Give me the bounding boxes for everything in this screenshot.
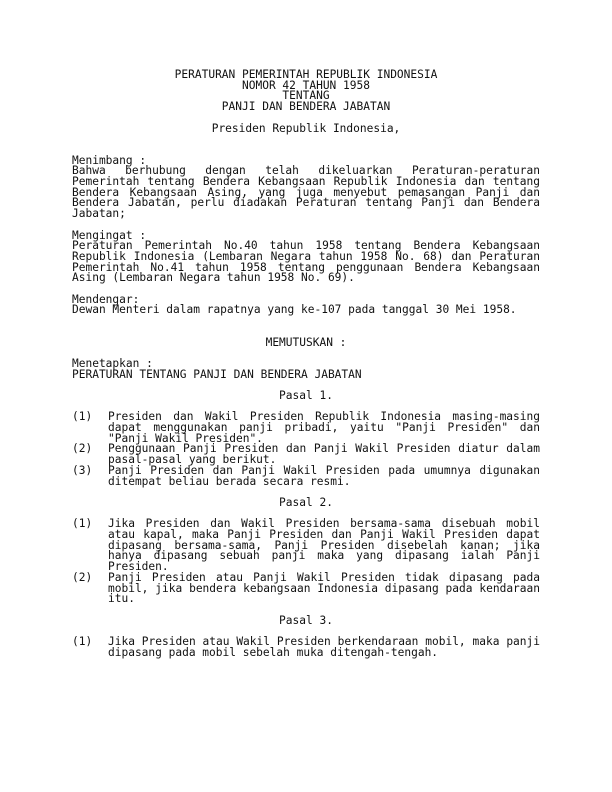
- menimbang-text: Bahwa berhubung dengan telah dikeluarkan Peraturan-peraturan Pemerintah tentang Bendera Kebangsaan Republik Indonesia dan tentang Bendera Kebangsaan Asing, yang juga menyebut pemasangan Panji dan Bendera Jabatan, perlu diadakan Peraturan tentang Panji dan Bendera Jabatan;: [72, 164, 540, 221]
- item-number: (1): [72, 517, 93, 531]
- menimbang-label: Menimbang :: [72, 153, 147, 167]
- pasal-1-item-3: [72, 463, 540, 488]
- pasal-1-item-2: [72, 444, 540, 465]
- issuer: Presiden Republik Indonesia,: [211, 121, 401, 135]
- menetapkan-label: Menetapkan :: [72, 356, 153, 370]
- title-line-1: PERATURAN PEMERINTAH REPUBLIK INDONESIA: [174, 68, 438, 81]
- document-page: [72, 70, 540, 658]
- mengingat-label: Mengingat :: [72, 228, 147, 242]
- pasal-3-item-1: [72, 637, 540, 658]
- item-text: Presiden dan Wakil Presiden Republik Indonesia masing-masing dapat menggunakan panji pribadi, yaitu "Panji Presiden" dan "Panji Wakil Presiden".: [108, 410, 540, 445]
- item-text: Penggunaan Panji Presiden dan Panji Wakil Presiden diatur dalam pasal-pasal yang berikut.: [108, 442, 540, 467]
- item-text: Panji Presiden dan Panji Wakil Presiden pada umumnya digunakan ditempat beliau berada secara resmi.: [108, 463, 540, 488]
- pasal-2-item-1: [72, 519, 540, 573]
- memutuskan-heading: MEMUTUSKAN :: [265, 335, 347, 349]
- mendengar-text: Dewan Menteri dalam rapatnya yang ke-107 pada tanggal 30 Mei 1958.: [72, 303, 517, 317]
- menetapkan-text: PERATURAN TENTANG PANJI DAN BENDERA JABATAN: [72, 367, 362, 381]
- pasal-2-item-2: [72, 570, 540, 606]
- item-number: (2): [72, 442, 93, 456]
- pasal-2-title: Pasal 2.: [279, 495, 333, 509]
- item-number: (1): [72, 635, 93, 649]
- mendengar-label: Mendengar:: [72, 292, 140, 306]
- pasal-1-title: Pasal 1.: [279, 388, 333, 402]
- item-text: Jika Presiden dan Wakil Presiden bersama-sama disebuah mobil atau kapal, maka Panji Presiden dan Panji Wakil Presiden dapat dipasang bersama-sama, Panji Presiden disebelah kanan; jika hanya dipasang sebuah panji maka yang dipasang ialah Panji Presiden.: [108, 517, 540, 574]
- item-text: Jika Presiden atau Wakil Presiden berkendaraan mobil, maka panji dipasang pada mobil sebelah muka ditengah-tengah.: [108, 635, 540, 659]
- title-line-4: PANJI DAN BENDERA JABATAN: [221, 100, 391, 114]
- item-number: (1): [72, 410, 93, 424]
- title-line-3: TENTANG: [282, 89, 330, 103]
- pasal-3-title: Pasal 3.: [279, 613, 333, 627]
- mengingat-text: Peraturan Pemerintah No.40 tahun 1958 tentang Bendera Kebangsaan Republik Indonesia (Lembaran Negara tahun 1958 No. 68) dan Peraturan Pemerintah No.41 tahun 1958 tentang penggunaan Bendera Kebangsaan Asing (Lembaran Negara tahun 1958 No. 69).: [72, 239, 540, 285]
- item-number: (3): [72, 463, 93, 477]
- item-number: (2): [72, 570, 93, 584]
- title-line-2: NOMOR 42 TAHUN 1958: [242, 78, 370, 92]
- item-text: Panji Presiden atau Panji Wakil Presiden tidak dipasang pada mobil, jika bendera kebangsaan Indonesia dipasang pada kendaraan itu.: [108, 570, 540, 606]
- pasal-1-item-1: [72, 412, 540, 444]
